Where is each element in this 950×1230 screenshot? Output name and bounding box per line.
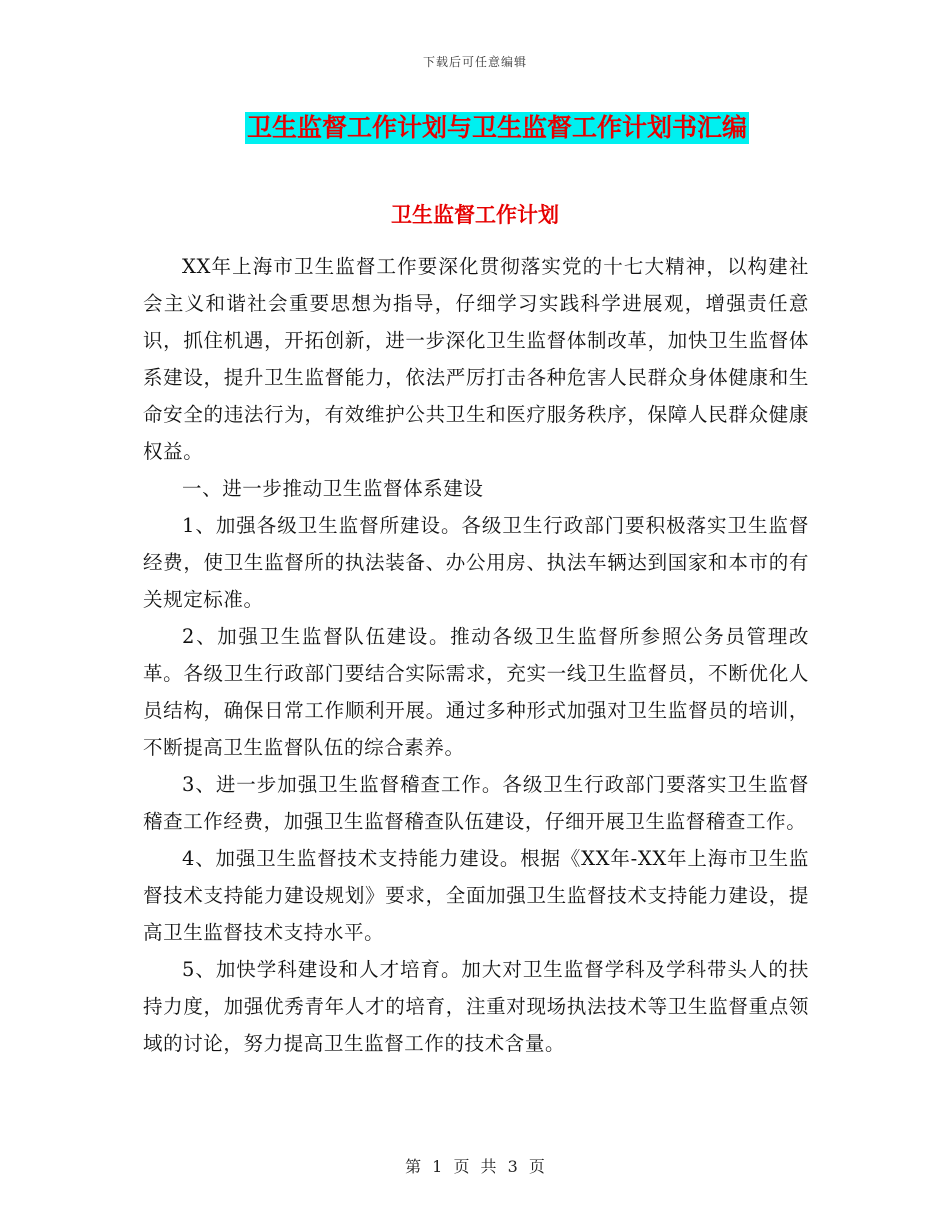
paragraph-item-2: 2、加强卫生监督队伍建设。推动各级卫生监督所参照公务员管理改革。各级卫生行政部门要结合实际需求，充实一线卫生监督员，不断优化人员结构，确保日常工作顺利开展。通过多种形式加强对卫生监督员的培训，不断提高卫生监督队伍的综合素养。 [143, 625, 809, 759]
paragraph-item-1: 1、加强各级卫生监督所建设。各级卫生行政部门要积极落实卫生监督经费，使卫生监督所的执法装备、办公用房、执法车辆达到国家和本市的有关规定标准。 [143, 514, 809, 611]
section-title: 卫生监督工作计划 [391, 203, 559, 227]
page-header-note: 下载后可任意编辑 [422, 55, 527, 69]
page-number: 第 1 页 共 3 页 [405, 1157, 545, 1176]
paragraph-intro: XX年上海市卫生监督工作要深化贯彻落实党的十七大精神，以构建社会主义和谐社会重要思想为指导，仔细学习实践科学进展观，增强责任意识，抓住机遇，开拓创新，进一步深化卫生监督体制改革，加快卫生监督体系建设，提升卫生监督能力，依法严厉打击各种危害人民群众身体健康和生命安全的违法行为，有效维护公共卫生和医疗服务秩序，保障人民群众健康权益。 [143, 255, 809, 463]
document-body [143, 248, 809, 1062]
paragraph-item-4: 4、加强卫生监督技术支持能力建设。根据《XX年-XX年上海市卫生监督技术支持能力建设规划》要求，全面加强卫生监督技术支持能力建设，提高卫生监督技术支持水平。 [143, 847, 809, 944]
heading-section-1: 一、进一步推动卫生监督体系建设 [182, 477, 484, 500]
main-title-container [0, 112, 950, 144]
paragraph-item-5: 5、加快学科建设和人才培育。加大对卫生监督学科及学科带头人的扶持力度，加强优秀青年人才的培育，注重对现场执法技术等卫生监督重点领域的讨论，努力提高卫生监督工作的技术含量。 [143, 958, 809, 1055]
paragraph-item-3: 3、进一步加强卫生监督稽查工作。各级卫生行政部门要落实卫生监督稽查工作经费，加强卫生监督稽查队伍建设，仔细开展卫生监督稽查工作。 [143, 773, 809, 833]
document-title: 卫生监督工作计划与卫生监督工作计划书汇编 [246, 113, 747, 142]
